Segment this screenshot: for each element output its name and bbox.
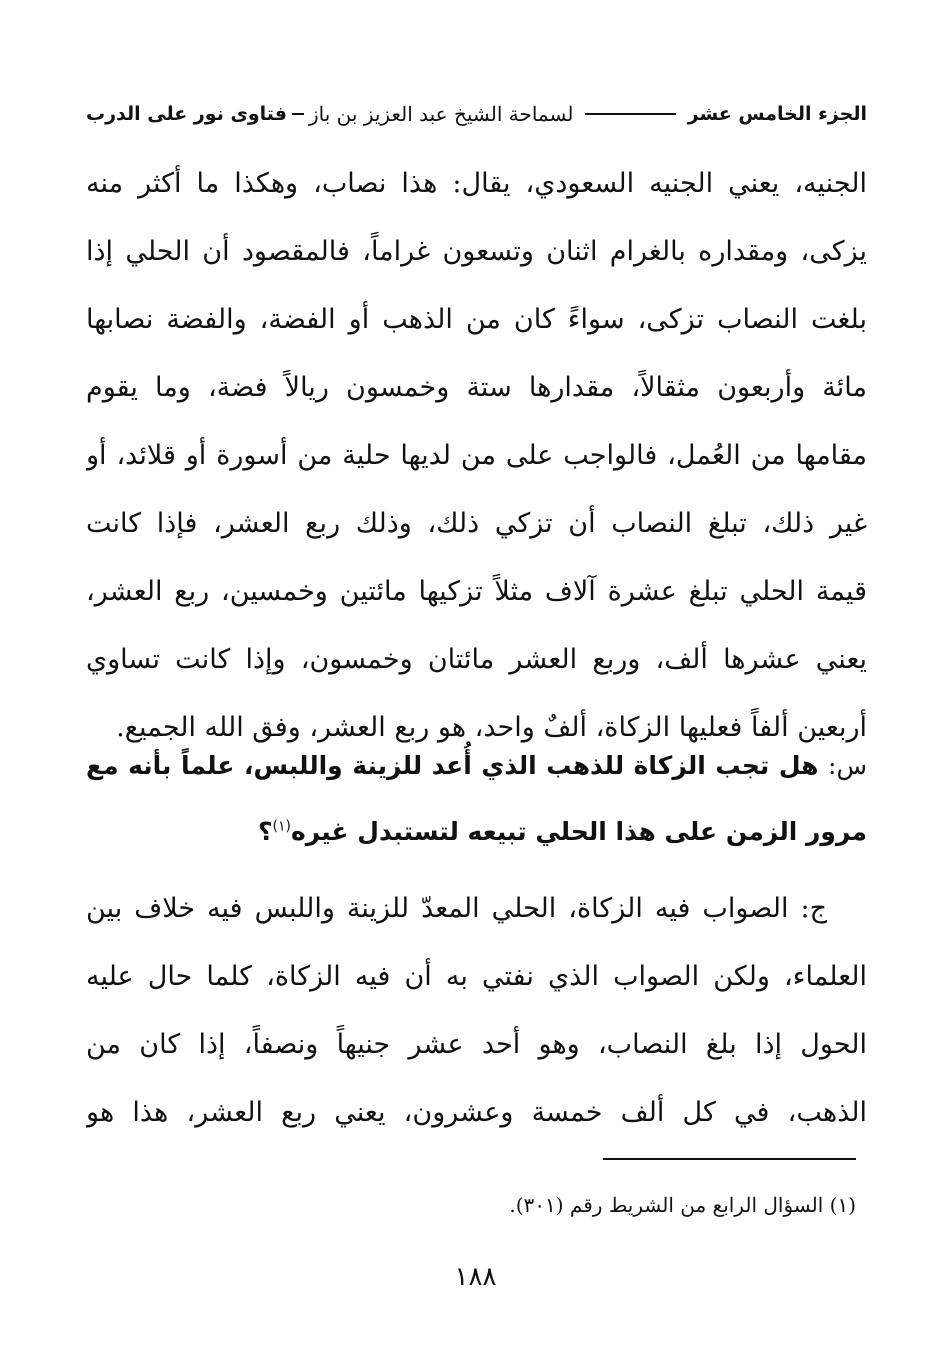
header-dash — [292, 113, 304, 115]
book-and-author — [86, 102, 573, 126]
question-text-2: مرور الزمن على هذا الحلي تبيعه لتستبدل غيره — [290, 817, 867, 846]
text-line: قيمة الحلي تبلغ عشرة آلاف مثلاً تزكيها مائتين وخمسين، ربع العشر، — [86, 576, 867, 607]
question-label: س: — [828, 751, 867, 780]
text-line: يعني عشرها ألف، وربع العشر مائتان وخمسون، وإذا كانت تساوي — [86, 644, 867, 675]
text-line: مقامها من العُمل، فالواجب على من لديها حلية من أسورة أو قلائد، أو — [86, 440, 867, 471]
header-rule — [585, 113, 675, 115]
text-line: العلماء، ولكن الصواب الذي نفتي به أن فيه الزكاة، كلما حال عليه — [86, 961, 867, 992]
text-line: غير ذلك، تبلغ النصاب أن تزكي ذلك، وذلك ربع العشر، فإذا كانت — [86, 508, 867, 539]
text-line: بلغت النصاب تزكى، سواءً كان من الذهب أو الفضة، والفضة نصابها — [86, 304, 867, 335]
text-line: الحول إذا بلغ النصاب، وهو أحد عشر جنيهاً ونصفاً، إذا كان من — [86, 1029, 867, 1060]
text-line: يزكى، ومقداره بالغرام اثنان وتسعون غراماً، فالمقصود أن الحلي إذا — [86, 236, 867, 267]
question-block — [86, 733, 867, 865]
text-line: مائة وأربعون مثقالاً، مقدارها ستة وخمسون ريالاً فضة، وما يقوم — [86, 372, 867, 403]
volume-label: الجزء الخامس عشر — [687, 103, 867, 125]
paragraph-continued — [86, 150, 867, 762]
footnote-reference: (١) — [272, 818, 291, 835]
question-line — [86, 733, 867, 799]
footnote: (١) السؤال الرابع من الشريط رقم (٣٠١). — [509, 1193, 856, 1217]
text-line: الجنيه، يعني الجنيه السعودي، يقال: هذا نصاب، وهكذا ما أكثر منه — [86, 168, 867, 199]
text-line: أربعين ألفاً فعليها الزكاة، ألفٌ واحد، هو ربع العشر، وفق الله الجميع. — [116, 712, 867, 743]
text-line: الذهب، في كل ألف خمسة وعشرون، يعني ربع العشر، هذا هو — [86, 1097, 867, 1128]
question-line — [86, 799, 867, 865]
answer-paragraph — [86, 875, 867, 1147]
question-text-1: هل تجب الزكاة للذهب الذي أُعد للزينة واللبس، علماً بأنه مع — [86, 751, 819, 780]
footnote-rule — [603, 1158, 856, 1160]
running-head — [86, 97, 867, 131]
answer-line-1: ج: الصواب فيه الزكاة، الحلي المعدّ للزينة واللبس فيه خلاف بين — [86, 893, 827, 924]
author-name: لسماحة الشيخ عبد العزيز بن باز — [309, 102, 574, 126]
page-number: ١٨٨ — [454, 1262, 497, 1292]
text-line — [86, 875, 867, 943]
book-title: فتاوى نور على الدرب — [86, 103, 287, 125]
question-mark: ؟ — [258, 817, 273, 846]
